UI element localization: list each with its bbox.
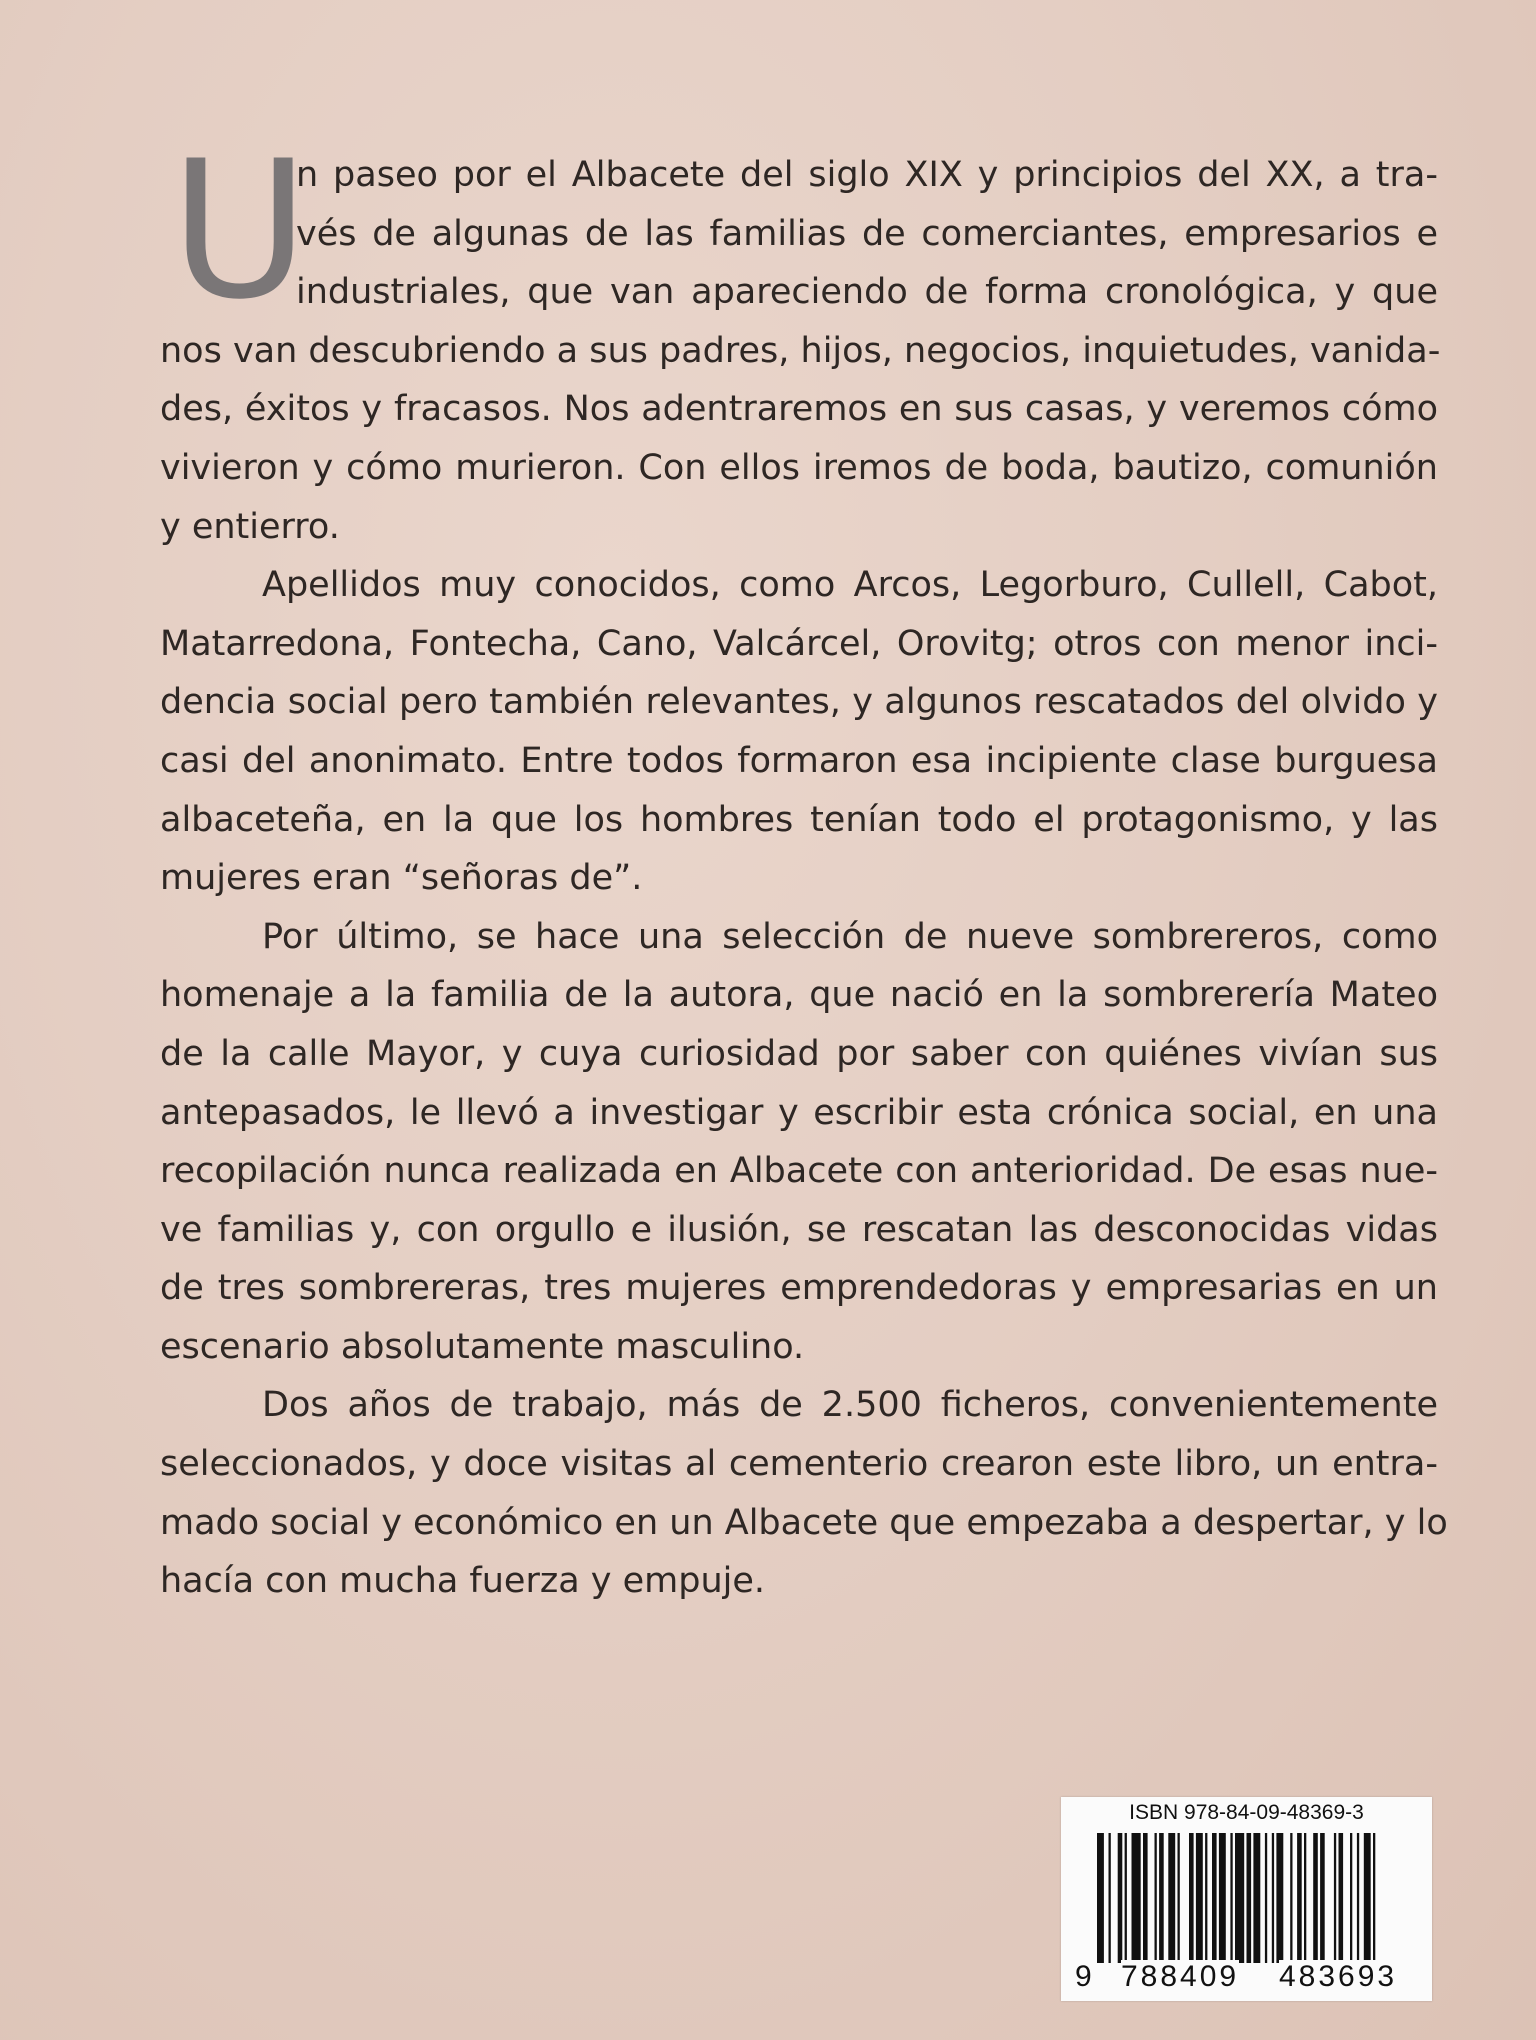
text-line: escenario absolutamente masculino. xyxy=(160,1326,805,1367)
barcode-bar xyxy=(1118,1833,1123,1963)
barcode-digits-left: 788409 xyxy=(1121,1960,1240,1993)
barcode-bar xyxy=(1125,1833,1127,1963)
barcode-digits xyxy=(1069,1960,1424,1996)
paragraph-1 xyxy=(160,120,1441,556)
barcode-bar xyxy=(1235,1833,1244,1963)
barcode-digit-first: 9 xyxy=(1075,1960,1092,1993)
barcode-bar xyxy=(1178,1833,1180,1963)
text-line: y entierro. xyxy=(160,506,340,547)
text-line: albaceteña, en la que los hombres tenían todo el protagonismo, y las xyxy=(160,799,1438,840)
text-line: de tres sombrereras, tres mujeres emprendedoras y empresarias en un xyxy=(160,1268,1438,1309)
barcode-bar xyxy=(1253,1833,1260,1963)
text-line: Por último, se hace una selección de nueve sombrereros, como xyxy=(262,916,1438,957)
text-line: vivieron y cómo murieron. Con ellos iremos de boda, bautizo, comunión xyxy=(160,447,1438,488)
text-line: mujeres eran “señoras de”. xyxy=(160,858,643,899)
barcode-bar xyxy=(1159,1833,1164,1963)
barcode-bar xyxy=(1373,1833,1375,1963)
barcode-digits-right: 483693 xyxy=(1279,1960,1398,1993)
text-line: ve familias y, con orgullo e ilusión, se rescatan las desconocidas vidas xyxy=(160,1209,1438,1250)
barcode-bar xyxy=(1230,1833,1232,1963)
text-line: n paseo por el Albacete del siglo XIX y principios del XX, a tra- xyxy=(296,155,1438,195)
text-line: casi del anonimato. Entre todos formaron esa incipiente clase burguesa xyxy=(160,740,1438,781)
text-line: seleccionados, y doce visitas al cementerio crearon este libro, un entra- xyxy=(160,1444,1438,1485)
barcode-bar xyxy=(1132,1833,1141,1963)
isbn-barcode-label xyxy=(1061,1797,1432,2001)
text-line: hacía con mucha fuerza y empuje. xyxy=(160,1561,766,1602)
barcode-bar xyxy=(1364,1833,1371,1963)
barcode-bar xyxy=(1205,1833,1207,1963)
text-line: Matarredona, Fontecha, Cano, Valcárcel, Orovitg; otros con menor inci- xyxy=(160,623,1438,664)
barcode-bar xyxy=(1357,1833,1359,1963)
text-line: mado social y económico en un Albacete que empezaba a despertar, y lo xyxy=(160,1502,1448,1543)
barcode-bar xyxy=(1339,1833,1344,1963)
barcode-bar xyxy=(1304,1833,1306,1963)
synopsis-text xyxy=(160,120,1448,1611)
barcode-bar xyxy=(1196,1833,1203,1963)
text-line: Apellidos muy conocidos, como Arcos, Legorburo, Cullell, Cabot, xyxy=(262,565,1438,606)
barcode-bar xyxy=(1313,1833,1318,1963)
text-line: dencia social pero también relevantes, y algunos rescatados del olvido y xyxy=(160,682,1438,723)
drop-cap: U xyxy=(170,120,310,341)
barcode-bar xyxy=(1276,1833,1283,1963)
paragraph-2 xyxy=(160,556,1438,908)
barcode-bar xyxy=(1320,1833,1325,1963)
text-line: de la calle Mayor, y cuya curiosidad por saber con quiénes vivían sus xyxy=(160,1033,1438,1074)
barcode-bar xyxy=(1189,1833,1194,1963)
text-line: Dos años de trabajo, más de 2.500 ficheros, convenientemente xyxy=(262,1385,1438,1426)
barcode-bar xyxy=(1272,1833,1274,1963)
barcode-bar xyxy=(1212,1833,1217,1963)
barcode-bar xyxy=(1109,1833,1111,1963)
barcode-bars xyxy=(1097,1833,1409,1963)
text-line: recopilación nunca realizada en Albacete con anterioridad. De esas nue- xyxy=(160,1151,1438,1192)
text-line: industriales, que van apareciendo de forma cronológica, y que xyxy=(296,272,1438,313)
barcode-bar xyxy=(1265,1833,1267,1963)
text-line: antepasados, le llevó a investigar y escribir esta crónica social, en una xyxy=(160,1092,1438,1133)
barcode-bar xyxy=(1097,1833,1104,1963)
isbn-number: ISBN 978-84-09-48369-3 xyxy=(1129,1801,1364,1824)
barcode-bar xyxy=(1143,1833,1148,1963)
text-line: vés de algunas de las familias de comerciantes, empresarios e xyxy=(296,213,1438,254)
barcode-bar xyxy=(1247,1833,1252,1963)
barcode-bar xyxy=(1334,1833,1336,1963)
barcode-bar xyxy=(1350,1833,1352,1963)
barcode-bar xyxy=(1168,1833,1175,1963)
barcode-bar xyxy=(1155,1833,1157,1963)
paragraph-3 xyxy=(160,908,1438,1377)
barcode-bar xyxy=(1290,1833,1292,1963)
text-line: homenaje a la familia de la autora, que nació en la sombrerería Mateo xyxy=(160,975,1438,1016)
paragraph-4 xyxy=(160,1376,1448,1610)
barcode-bar xyxy=(1297,1833,1302,1963)
text-line: des, éxitos y fracasos. Nos adentraremos en sus casas, y veremos cómo xyxy=(160,389,1438,430)
text-line: nos van descubriendo a sus padres, hijos, negocios, inquietudes, vanida- xyxy=(160,330,1441,371)
barcode-bar xyxy=(1219,1833,1226,1963)
